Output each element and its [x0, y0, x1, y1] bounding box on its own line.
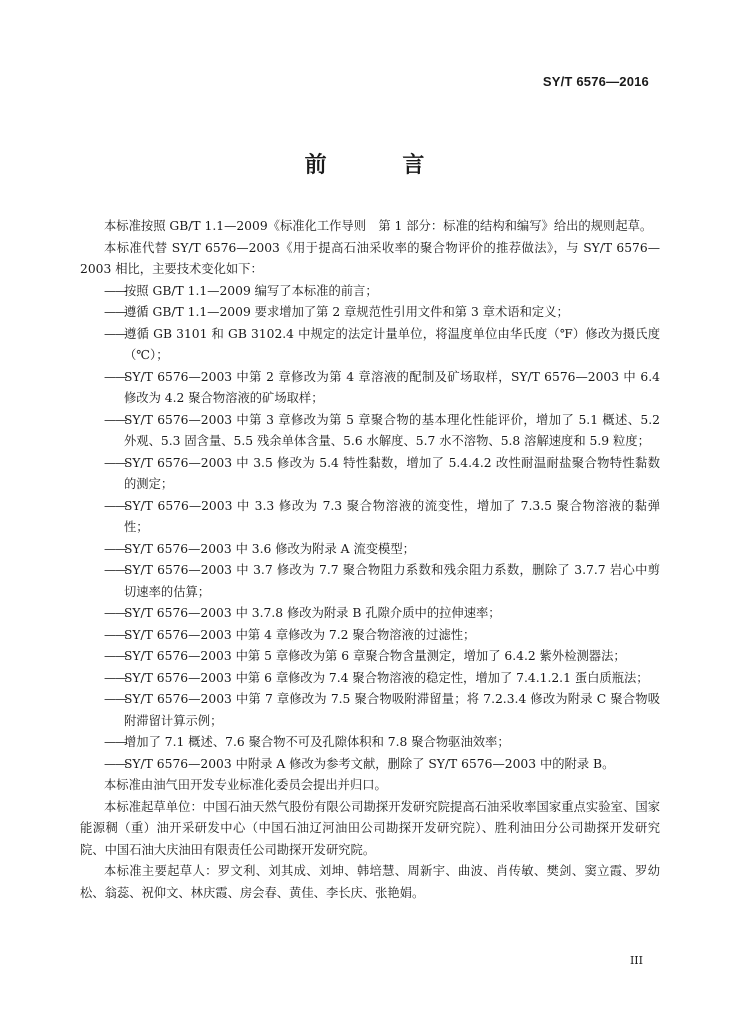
- drafting-units-paragraph: 本标准起草单位：中国石油天然气股份有限公司勘探开发研究院提高石油采收率国家重点实验室、国家能源稠（重）油开采研发中心（中国石油辽河油田公司勘探开发研究院）、胜利油田分公司勘探开发研究院、中国石油大庆油田有限责任公司勘探开发研究院。: [80, 799, 660, 857]
- change-item-text: SY/T 6576—2003 中 3.3 修改为 7.3 聚合物溶液的流变性，增加了 7.3.5 聚合物溶液的黏弹性；: [124, 498, 660, 534]
- committee-paragraph: 本标准由油气田开发专业标准化委员会提出并归口。: [104, 778, 387, 792]
- drafters-paragraph: 本标准主要起草人：罗文利、刘其成、刘坤、韩培慧、周新宇、曲波、肖传敏、樊剑、窦立霞、罗幼松、翁蕊、祝仰文、林庆霞、房会春、黄佳、李长庆、张艳娟。: [80, 864, 660, 900]
- change-item: [80, 668, 660, 690]
- dash-mark: ——: [104, 369, 127, 384]
- change-item-text: SY/T 6576—2003 中第 5 章修改为第 6 章聚合物含量测定，增加了 6.4.2 紫外检测器法；: [124, 649, 626, 663]
- foreword-body: [80, 216, 660, 904]
- change-item: [80, 603, 660, 625]
- intro-paragraph: 本标准按照 GB/T 1.1—2009《标准化工作导则 第 1 部分：标准的结构和编写》给出的规则起草。: [104, 219, 653, 233]
- dash-mark: ——: [104, 670, 127, 685]
- change-item-text: SY/T 6576—2003 中第 6 章修改为 7.4 聚合物溶液的稳定性，增加了 7.4.1.2.1 蛋白质瓶法；: [124, 670, 649, 685]
- dash-mark: ——: [104, 283, 127, 298]
- dash-mark: ——: [104, 305, 127, 319]
- change-item-text: 遵循 GB 3101 和 GB 3102.4 中规定的法定计量单位，将温度单位由华氏度（℉）修改为摄氏度（℃）；: [124, 326, 660, 362]
- dash-mark: ——: [104, 455, 127, 470]
- change-item-text: 遵循 GB/T 1.1—2009 要求增加了第 2 章规范性引用文件和第 3 章术语和定义；: [124, 305, 569, 319]
- dash-mark: ——: [104, 649, 127, 663]
- dash-mark: ——: [104, 606, 127, 620]
- change-item-text: SY/T 6576—2003 中第 2 章修改为第 4 章溶液的配制及矿场取样，SY/T 6576—2003 中 6.4 修改为 4.2 聚合物溶液的矿场取样；: [124, 369, 660, 405]
- dash-mark: ——: [104, 412, 127, 427]
- change-item: [80, 302, 660, 324]
- change-item: [80, 732, 660, 754]
- change-item: [80, 496, 660, 539]
- change-item-text: SY/T 6576—2003 中附录 A 修改为参考文献，删除了 SY/T 6576—2003 中的附录 B。: [124, 756, 615, 771]
- change-item-text: SY/T 6576—2003 中 3.6 修改为附录 A 流变模型；: [124, 541, 415, 556]
- change-item-text: SY/T 6576—2003 中第 3 章修改为第 5 章聚合物的基本理化性能评价，增加了 5.1 概述、5.2 外观、5.3 固含量、5.5 残余单体含量、5.6 水解度、5.7 水不溶物、5.8 溶解速度和 5.9 粒度；: [124, 412, 660, 448]
- change-item-text: SY/T 6576—2003 中 3.5 修改为 5.4 特性黏数，增加了 5.4.4.2 改性耐温耐盐聚合物特性黏数的测定；: [124, 455, 660, 491]
- dash-mark: ——: [104, 326, 127, 341]
- change-item: [80, 754, 660, 776]
- change-item: [80, 560, 660, 603]
- change-item: [80, 324, 660, 367]
- page-title: 前 言: [304, 153, 459, 178]
- change-item: [80, 539, 660, 561]
- change-item: [80, 646, 660, 668]
- change-item-text: SY/T 6576—2003 中第 7 章修改为 7.5 聚合物吸附滞留量；将 7.2.3.4 修改为附录 C 聚合物吸附滞留计算示例；: [124, 692, 660, 728]
- change-item-text: SY/T 6576—2003 中第 4 章修改为 7.2 聚合物溶液的过滤性；: [124, 627, 476, 642]
- dash-mark: ——: [104, 735, 127, 749]
- dash-mark: ——: [104, 627, 127, 642]
- change-item-text: 按照 GB/T 1.1—2009 编写了本标准的前言；: [124, 283, 378, 298]
- change-item: [80, 281, 660, 303]
- change-item-text: SY/T 6576—2003 中 3.7 修改为 7.7 聚合物阻力系数和残余阻力系数，删除了 3.7.7 岩心中剪切速率的估算；: [124, 563, 660, 599]
- change-list: [80, 281, 660, 776]
- change-item: [80, 689, 660, 732]
- change-item-text: SY/T 6576—2003 中 3.7.8 修改为附录 B 孔隙介质中的拉伸速率；: [124, 606, 501, 620]
- dash-mark: ——: [104, 563, 127, 577]
- dash-mark: ——: [104, 756, 127, 771]
- standard-code: SY/T 6576—2016: [542, 74, 649, 89]
- change-item: [80, 625, 660, 647]
- change-item-text: 增加了 7.1 概述、7.6 聚合物不可及孔隙体积和 7.8 聚合物驱油效率；: [124, 735, 510, 749]
- page-number: III: [629, 954, 643, 967]
- change-item: [80, 410, 660, 453]
- change-item: [80, 367, 660, 410]
- dash-mark: ——: [104, 541, 127, 556]
- intro-paragraph: 本标准代替 SY/T 6576—2003《用于提高石油采收率的聚合物评价的推荐做法》，与 SY/T 6576—2003 相比，主要技术变化如下：: [80, 240, 660, 276]
- change-item: [80, 453, 660, 496]
- dash-mark: ——: [104, 498, 127, 513]
- dash-mark: ——: [104, 692, 127, 706]
